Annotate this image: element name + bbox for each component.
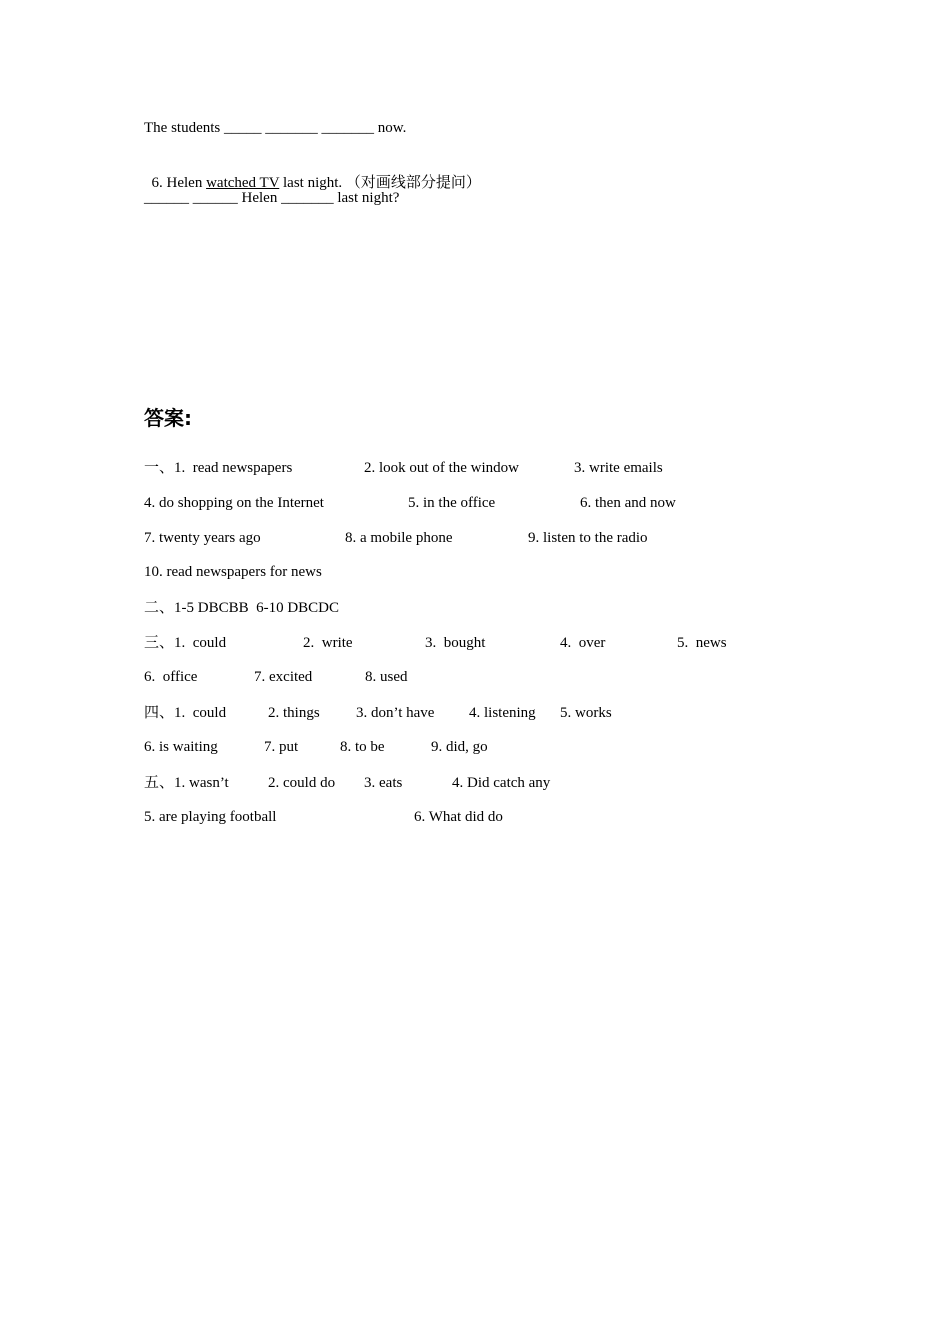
answer-4-7: 7. put [264,739,299,755]
answer-1-8: 8. a mobile phone [345,530,453,546]
answer-3-8: 8. used [365,669,408,685]
answer-5-1: 五、1. wasn’t [144,775,229,791]
answer-4-6: 6. is waiting [144,739,218,755]
answer-4-5: 5. works [560,705,612,721]
answer-5-5: 5. are playing football [144,809,277,825]
question-6-suffix: last night. （对画线部分提问） [279,175,481,191]
answer-4-4: 4. listening [469,705,536,721]
answer-5-6: 6. What did do [414,809,503,825]
answer-1-2: 2. look out of the window [364,460,519,476]
answer-1-10: 10. read newspapers for news [144,564,322,580]
answer-5-4: 4. Did catch any [452,775,551,791]
answer-5-3: 3. eats [364,775,403,791]
answer-3-3: 3. bought [425,635,486,651]
answer-2: 二、1-5 DBCBB 6-10 DBCDC [144,600,340,616]
question-6-blanks: ______ ______ Helen _______ last night? [144,190,400,206]
answer-1-3: 3. write emails [574,460,663,476]
answer-4-2: 2. things [268,705,320,721]
answer-1-6: 6. then and now [580,495,676,511]
answer-4-3: 3. don’t have [356,705,435,721]
answer-3-7: 7. excited [254,669,313,685]
question-6-prefix: 6. Helen [151,175,207,191]
answer-1-1: 一、1. read newspapers [144,460,293,476]
answers-heading: 答案: [144,406,192,430]
answer-3-6: 6. office [144,669,198,685]
answer-4-9: 9. did, go [431,739,488,755]
answer-1-4: 4. do shopping on the Internet [144,495,324,511]
answer-1-9: 9. listen to the radio [528,530,648,546]
answer-3-5: 5. news [677,635,727,651]
question-6 [144,153,481,193]
answer-4-1: 四、1. could [144,705,227,721]
answer-4-8: 8. to be [340,739,385,755]
question-line-students: The students _____ _______ _______ now. [144,120,407,136]
answer-3-1: 三、1. could [144,635,227,651]
answer-3-2: 2. write [303,635,353,651]
answer-1-5: 5. in the office [408,495,496,511]
answer-5-2: 2. could do [268,775,336,791]
answer-1-7: 7. twenty years ago [144,530,261,546]
question-6-underlined: watched TV [206,175,280,191]
answer-3-4: 4. over [560,635,606,651]
